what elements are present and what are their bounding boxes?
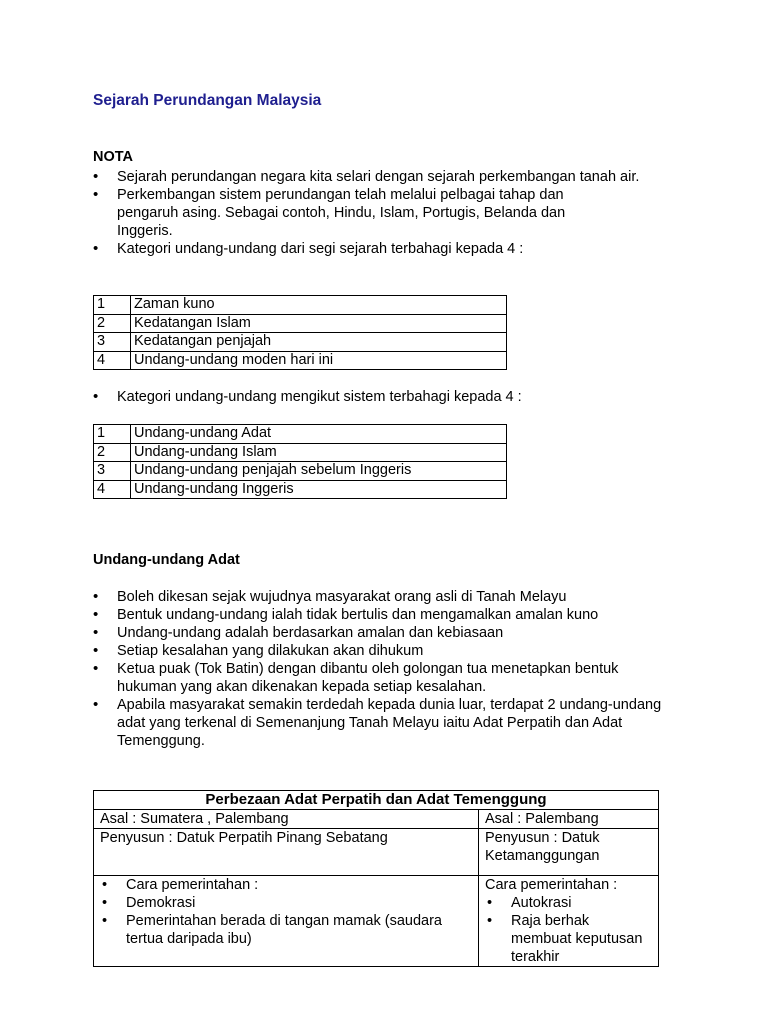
row-text: Undang-undang penjajah sebelum Inggeris bbox=[131, 462, 507, 481]
temenggung-asal: Asal : Palembang bbox=[479, 810, 659, 829]
nota-bullet-2: • Perkembangan sistem perundangan telah melalui pelbagai tahap dan pengaruh asing. Sebagai contoh, Hindu, Islam, Portugis, Belanda dan Inggeris. bbox=[93, 186, 617, 240]
row-number: 4 bbox=[94, 480, 131, 499]
table-row bbox=[94, 333, 507, 352]
table-row bbox=[94, 480, 507, 499]
table-header: Perbezaan Adat Perpatih dan Adat Temenggung bbox=[94, 791, 659, 810]
row-text: Undang-undang Adat bbox=[131, 425, 507, 444]
adat-bullet-4: • Setiap kesalahan yang dilakukan akan dihukum bbox=[93, 642, 663, 660]
table-row bbox=[94, 351, 507, 370]
perpatih-bullet-1: • Cara pemerintahan : bbox=[100, 876, 472, 894]
adat-heading: Undang-undang Adat bbox=[93, 552, 240, 568]
perpatih-bullet-2: • Demokrasi bbox=[100, 894, 472, 912]
temenggung-pemerintahan bbox=[479, 876, 659, 967]
row-text: Kedatangan penjajah bbox=[131, 333, 507, 352]
table-row bbox=[94, 296, 507, 315]
table-row bbox=[94, 876, 659, 967]
row-text: Undang-undang moden hari ini bbox=[131, 351, 507, 370]
adat-bullet-1: • Boleh dikesan sejak wujudnya masyarakat orang asli di Tanah Melayu bbox=[93, 588, 663, 606]
perbezaan-adat-table bbox=[93, 790, 659, 967]
row-number: 2 bbox=[94, 314, 131, 333]
row-text: Kedatangan Islam bbox=[131, 314, 507, 333]
table-row bbox=[94, 314, 507, 333]
table-row bbox=[94, 462, 507, 481]
temenggung-penyusun: Penyusun : Datuk Ketamanggungan bbox=[479, 829, 659, 876]
row-number: 1 bbox=[94, 425, 131, 444]
row-number: 3 bbox=[94, 333, 131, 352]
sistem-bullet: • Kategori undang-undang mengikut sistem terbahagi kepada 4 : bbox=[93, 388, 673, 406]
row-number: 1 bbox=[94, 296, 131, 315]
row-text: Undang-undang Islam bbox=[131, 443, 507, 462]
kategori-sejarah-table bbox=[93, 295, 507, 370]
nota-bullet-1: • Sejarah perundangan negara kita selari dengan sejarah perkembangan tanah air. bbox=[93, 168, 663, 186]
table-row bbox=[94, 810, 659, 829]
perpatih-pemerintahan bbox=[94, 876, 479, 967]
row-number: 3 bbox=[94, 462, 131, 481]
row-text: Undang-undang Inggeris bbox=[131, 480, 507, 499]
adat-bullet-list bbox=[93, 588, 663, 750]
table-row bbox=[94, 443, 507, 462]
kategori-sistem-table bbox=[93, 424, 507, 499]
page-title: Sejarah Perundangan Malaysia bbox=[93, 92, 322, 109]
table-row bbox=[94, 829, 659, 876]
table-row bbox=[94, 425, 507, 444]
nota-bullet-list bbox=[93, 168, 663, 258]
adat-bullet-3: • Undang-undang adalah berdasarkan amalan dan kebiasaan bbox=[93, 624, 663, 642]
nota-heading: NOTA bbox=[93, 149, 134, 165]
perpatih-asal: Asal : Sumatera , Palembang bbox=[94, 810, 479, 829]
row-number: 4 bbox=[94, 351, 131, 370]
perpatih-penyusun: Penyusun : Datuk Perpatih Pinang Sebatang bbox=[94, 829, 479, 876]
table-header-row bbox=[94, 791, 659, 810]
row-text: Zaman kuno bbox=[131, 296, 507, 315]
nota-bullet-3: • Kategori undang-undang dari segi sejarah terbahagi kepada 4 : bbox=[93, 240, 663, 258]
temenggung-bullet-2: • Raja berhak membuat keputusan terakhir bbox=[485, 912, 652, 966]
adat-bullet-6: • Apabila masyarakat semakin terdedah kepada dunia luar, terdapat 2 undang-undang adat yang terkenal di Semenanjung Tanah Melayu iaitu Adat Perpatih dan Adat Temenggung. bbox=[93, 696, 662, 750]
adat-bullet-2: • Bentuk undang-undang ialah tidak bertulis dan mengamalkan amalan kuno bbox=[93, 606, 663, 624]
sistem-bullet-list bbox=[93, 388, 673, 406]
temenggung-cara-label: Cara pemerintahan : bbox=[485, 877, 618, 893]
temenggung-bullet-1: • Autokrasi bbox=[485, 894, 652, 912]
adat-bullet-5: • Ketua puak (Tok Batin) dengan dibantu oleh golongan tua menetapkan bentuk hukuman yang akan dikenakan kepada setiap kesalahan. bbox=[93, 660, 662, 696]
perpatih-bullet-3: • Pemerintahan berada di tangan mamak (saudara tertua daripada ibu) bbox=[100, 912, 472, 948]
row-number: 2 bbox=[94, 443, 131, 462]
